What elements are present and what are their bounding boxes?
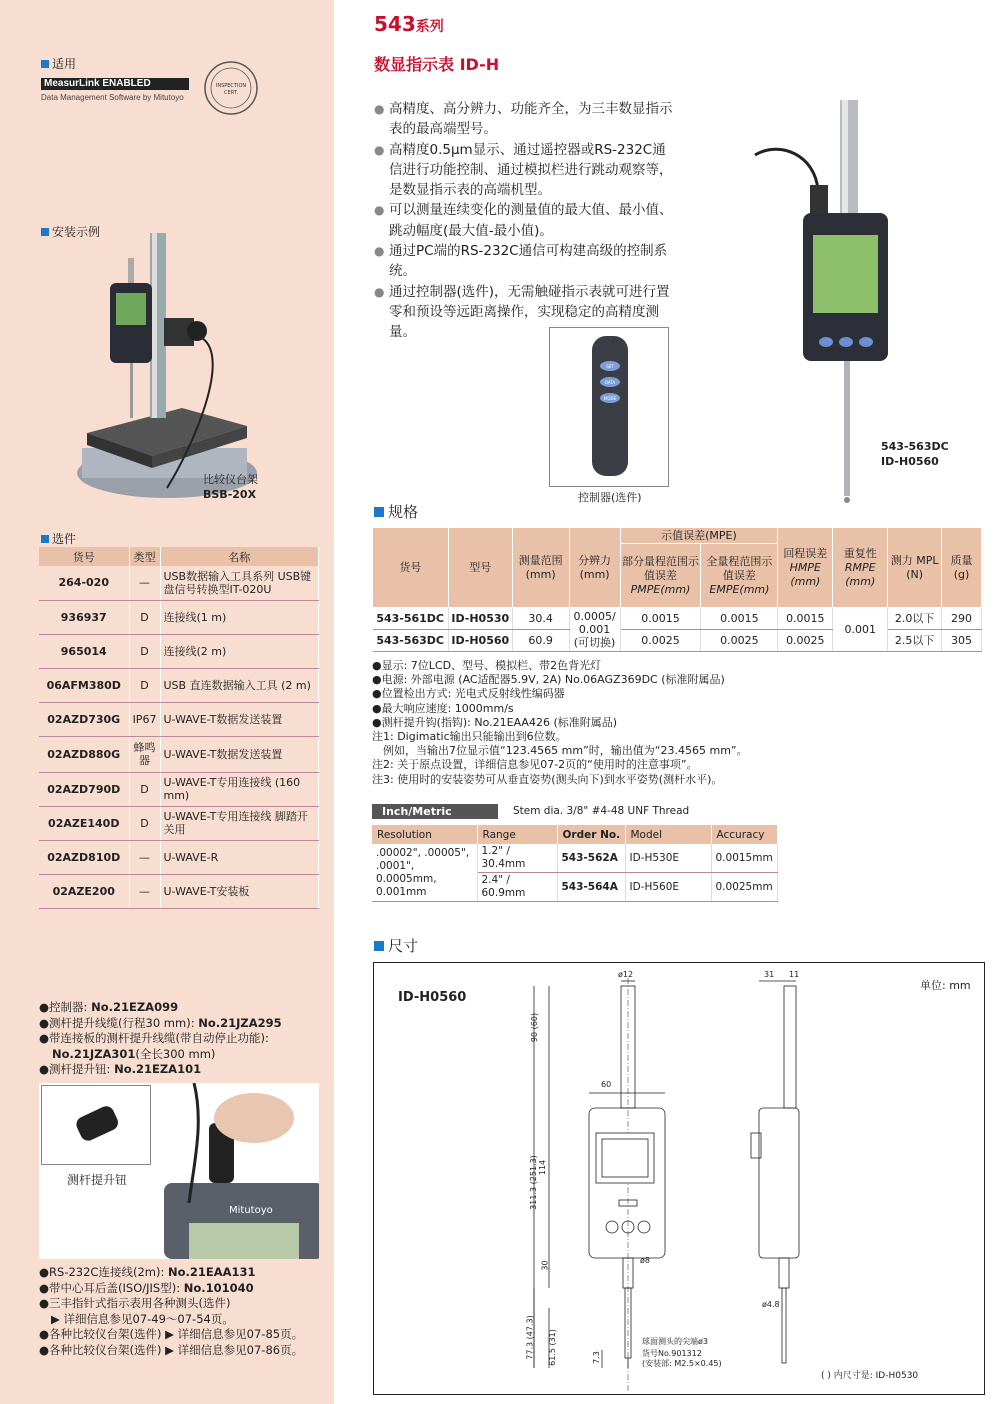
im-accuracy: 0.0015mm	[711, 844, 778, 873]
acc-value: No.21EAA131	[167, 1265, 256, 1279]
accessory-notes-top	[39, 1000, 282, 1078]
option-type: IP67	[129, 702, 160, 736]
options-header-type: 类型	[129, 547, 160, 566]
im-header-accuracy: Accuracy	[711, 825, 778, 844]
spec-empe: 0.0015	[701, 608, 778, 630]
spec-header-repeatability: 重复性 RMPE (mm)	[833, 528, 888, 608]
dim-v61: 61.5 (31)	[547, 1329, 557, 1366]
dim-d31: 31	[764, 970, 775, 979]
acc-value: No.21JZA301	[52, 1046, 136, 1061]
product-title: 数显指示表 ID-H	[374, 55, 500, 74]
acc-label: ●RS-232C连接线(2m):	[39, 1265, 168, 1279]
controller-caption: 控制器(选件)	[578, 491, 642, 504]
dim-d60: 60	[601, 1080, 612, 1089]
table-row	[372, 844, 778, 873]
tip-note-2: 货号No.901312	[642, 1349, 702, 1358]
options-header-no: 货号	[39, 547, 129, 566]
stand-model: BSB-20X	[203, 488, 257, 501]
dim-d12: ø12	[618, 970, 634, 979]
spec-model: ID-H0560	[448, 630, 512, 652]
spec-table	[372, 527, 982, 652]
im-order: 543-564A	[557, 873, 625, 902]
im-header-range: Range	[477, 825, 557, 844]
spec-header-no: 货号	[373, 528, 449, 608]
unit-label: 单位: mm	[920, 979, 971, 992]
spec-note: 注3: 使用时的安装姿势可从垂直姿势(测头向下)到水平姿势(测杆水平)。	[372, 772, 723, 786]
option-type: D	[129, 634, 160, 668]
option-no: 02AZE200	[39, 874, 129, 908]
lift-knob-photo	[39, 1083, 319, 1259]
indicator-name: ID-H0560	[881, 455, 939, 468]
indicator-image	[740, 95, 900, 510]
table-row	[39, 806, 319, 840]
spec-note: ●显示: 7位LCD、型号、模拟栏、带2色背光灯	[372, 659, 602, 672]
dim-v114: 114	[538, 1159, 548, 1176]
acc-label: ●带连接板的测杆提升线缆(带自动停止功能):	[39, 1031, 269, 1045]
controller-photo	[549, 327, 669, 487]
table-row	[39, 772, 319, 806]
table-row	[39, 566, 319, 600]
brand-label: Mitutoyo	[229, 1205, 273, 1216]
acc-label: ●控制器:	[39, 1000, 92, 1014]
spec-note: 注1: Digimatic输出只能输出到6位数。	[372, 730, 567, 744]
table-row	[39, 634, 319, 668]
acc-label: (全长300 mm)	[135, 1046, 216, 1061]
option-name: 连接线(1 m)	[160, 600, 319, 634]
controller-icon	[550, 328, 668, 486]
inch-metric-note: Stem dia. 3/8" #4-48 UNF Thread	[513, 805, 690, 817]
acc-label: ●带中心耳后盖(ISO/JIS型):	[39, 1280, 184, 1295]
acc-label: ●测杆提升线缆(行程30 mm):	[39, 1015, 199, 1030]
spec-note: 注2: 关于原点设置，详细信息参见07-2页的“使用时的注意事项”。	[372, 758, 698, 772]
table-row	[39, 736, 319, 772]
im-range: 2.4" / 60.9mm	[477, 873, 557, 902]
option-no: 264-020	[39, 566, 129, 600]
dim-v73: 7.3	[591, 1351, 601, 1364]
spec-note: ●最大响应速度: 1000mm/s	[372, 701, 514, 715]
spec-heading: 规格	[374, 501, 418, 522]
option-name: U-WAVE-T专用连接线 脚踏开关用	[160, 806, 319, 840]
controller-set-label: SET	[606, 364, 614, 369]
spec-hysteresis: 0.0025	[778, 630, 833, 652]
im-resolution: .00002", .00005", .0001", 0.0005mm, 0.001mm	[372, 844, 477, 902]
dimension-model: ID-H0560	[398, 990, 467, 1005]
comparator-stand-image	[72, 228, 272, 503]
spec-range: 60.9	[512, 630, 569, 652]
im-model: ID-H530E	[625, 844, 711, 873]
spec-note: ●位置检出方式: 光电式反射线性编码器	[372, 687, 565, 701]
acc-label: ●测杆提升钮:	[39, 1062, 115, 1076]
acc-value: No.21EZA099	[91, 1000, 179, 1014]
dimension-drawing-box	[373, 962, 985, 1395]
dimension-drawing	[374, 963, 984, 1394]
dimensions-heading: 尺寸	[374, 935, 418, 956]
lift-caption: 测杆提升钮	[67, 1173, 128, 1187]
option-no: 02AZE140D	[39, 806, 129, 840]
spec-header-mpe: 示值误差(MPE)	[620, 528, 778, 544]
table-row	[39, 874, 319, 908]
spec-hysteresis: 0.0015	[778, 608, 833, 630]
applicable-heading: 适用	[41, 55, 76, 72]
dim-d8: ø8	[640, 1256, 650, 1265]
table-row	[39, 600, 319, 634]
option-type: —	[129, 566, 160, 600]
dim-v311: 311.3 (251.3)	[528, 1155, 538, 1210]
series-title	[374, 12, 444, 36]
series-number: 543	[374, 12, 416, 36]
spec-header-hysteresis: 回程误差 HMPE (mm)	[778, 528, 833, 608]
option-name: USB 直连数据输入工具 (2 m)	[160, 668, 319, 702]
svg-text:CERT.: CERT.	[224, 90, 238, 96]
option-name: U-WAVE-T专用连接线 (160 mm)	[160, 772, 319, 806]
list-item: ● 通过PC端的RS-232C通信可构建高级的控制系统。	[374, 241, 676, 282]
option-type: —	[129, 840, 160, 874]
spec-header-force: 测力 MPL (N)	[888, 528, 942, 608]
controller-mode-label: MODE	[603, 396, 617, 401]
option-no: 02AZD790D	[39, 772, 129, 806]
list-item: ● 高精度、高分辨力、功能齐全，为三丰数显指示表的最高端型号。	[374, 99, 676, 140]
spec-force: 2.5以下	[888, 630, 942, 652]
spec-empe: 0.0025	[701, 630, 778, 652]
dimension-footnote: ( ) 内尺寸是: ID-H0530	[821, 1371, 919, 1381]
spec-model: ID-H0530	[448, 608, 512, 630]
series-suffix: 系列	[415, 19, 444, 35]
acc-label: ●各种比较仪台架(选件) ▶ 详细信息参见07-85页。	[39, 1327, 304, 1341]
option-type: D	[129, 772, 160, 806]
acc-label: ●三丰指针式指示表用各种测头(选件)	[39, 1296, 231, 1310]
option-type: D	[129, 668, 160, 702]
acc-label: ●各种比较仪台架(选件) ▶ 详细信息参见07-86页。	[39, 1342, 304, 1357]
inch-metric-table	[372, 825, 778, 902]
spec-header-pmpe: 部分量程范围示值误差 PMPE(mm)	[620, 544, 701, 608]
im-header-model: Model	[625, 825, 711, 844]
option-no: 965014	[39, 634, 129, 668]
im-range: 1.2" / 30.4mm	[477, 844, 557, 873]
list-item: ● 可以测量连续变化的测量值的最大值、最小值、跳动幅度(最大值-最小值)。	[374, 200, 676, 241]
im-header-order: Order No.	[557, 825, 625, 844]
dim-v77: 77.3 (47.3)	[525, 1315, 535, 1360]
dim-v90: 90 (60)	[530, 1012, 540, 1043]
spec-notes	[372, 659, 748, 787]
acc-label: ▶ 详细信息参见07-49～07-54页。	[51, 1311, 234, 1326]
lift-knob-icon	[42, 1086, 150, 1164]
options-table	[39, 547, 319, 909]
option-type: 蜂鸣器	[129, 736, 160, 772]
option-name: U-WAVE-R	[160, 840, 319, 874]
spec-note: ●电源: 外部电源 (AC适配器5.9V, 2A) No.06AGZ369DC (标准附属品)	[372, 673, 725, 687]
spec-resolution: 0.0005/ 0.001 (可切换)	[569, 608, 620, 652]
option-name: USB数据输入工具系列 USB键盘信号转换型IT-020U	[160, 566, 319, 600]
spec-header-range: 测量范围 (mm)	[512, 528, 569, 608]
im-accuracy: 0.0025mm	[711, 873, 778, 902]
im-model: ID-H560E	[625, 873, 711, 902]
lift-knob-inset	[41, 1085, 151, 1165]
option-name: U-WAVE-T数据发送装置	[160, 702, 319, 736]
spec-header-resolution: 分辨力 (mm)	[569, 528, 620, 608]
spec-no: 543-563DC	[373, 630, 449, 652]
dim-d48: ø4.8	[762, 1300, 780, 1309]
acc-value: No.101040	[183, 1280, 254, 1295]
spec-mass: 290	[942, 608, 982, 630]
stand-caption: 比较仪台架	[203, 473, 258, 486]
table-row	[373, 630, 982, 652]
acc-value: No.21EZA101	[114, 1062, 202, 1076]
spec-pmpe: 0.0025	[620, 630, 701, 652]
svg-text:INSPECTION: INSPECTION	[215, 83, 247, 89]
dim-d11: 11	[789, 970, 800, 979]
install-example-heading: 安装示例	[41, 223, 100, 240]
table-row	[39, 702, 319, 736]
spec-mass: 305	[942, 630, 982, 652]
spec-header-empe: 全量程范围示值误差 EMPE(mm)	[701, 544, 778, 608]
table-row	[39, 668, 319, 702]
options-heading: 选件	[41, 530, 76, 547]
indicator-hand-image	[154, 1083, 319, 1259]
spec-note: 例如，当输出7位显示值“123.4565 mm”时，输出值为“23.4565 mm”。	[372, 744, 748, 758]
im-header-resolution: Resolution	[372, 825, 477, 844]
spec-repeatability: 0.001	[833, 608, 888, 652]
option-type: D	[129, 600, 160, 634]
spec-header-model: 型号	[448, 528, 512, 608]
spec-pmpe: 0.0015	[620, 608, 701, 630]
indicator-model: 543-563DC	[881, 440, 949, 453]
options-header-name: 名称	[160, 547, 319, 566]
controller-data-label: DATA	[604, 380, 616, 385]
list-item: ● 通过控制器(选件)，无需触碰指示表就可进行置零和预设等远距离操作，实现稳定的高精度测量。	[374, 282, 676, 343]
spec-force: 2.0以下	[888, 608, 942, 630]
option-no: 06AFM380D	[39, 668, 129, 702]
option-no: 936937	[39, 600, 129, 634]
option-type: D	[129, 806, 160, 840]
table-row	[39, 840, 319, 874]
feature-list	[374, 99, 676, 343]
spec-header-mass: 质量 (g)	[942, 528, 982, 608]
tip-note-1: 球面测头的尖端ø3	[642, 1337, 708, 1346]
list-item: ● 高精度0.5μm显示、通过遥控器或RS-232C通信进行功能控制、通过模拟栏进行跳动观察等，是数显指示表的高端机型。	[374, 140, 676, 201]
option-name: U-WAVE-T安装板	[160, 874, 319, 908]
inch-metric-bar: Inch/Metric	[372, 804, 498, 819]
tip-note-3: (安装部: M2.5×0.45)	[642, 1359, 722, 1368]
spec-range: 30.4	[512, 608, 569, 630]
spec-note: ●测杆提升钩(指钩): No.21EAA426 (标准附属品)	[372, 715, 618, 729]
option-no: 02AZD810D	[39, 840, 129, 874]
accessory-notes-bottom	[39, 1265, 303, 1358]
im-order: 543-562A	[557, 844, 625, 873]
spec-no: 543-561DC	[373, 608, 449, 630]
option-no: 02AZD880G	[39, 736, 129, 772]
option-name: 连接线(2 m)	[160, 634, 319, 668]
measurlink-subtitle: Data Management Software by Mitutoyo	[41, 93, 184, 102]
option-name: U-WAVE-T数据发送装置	[160, 736, 319, 772]
measurlink-logo: MeasurLink ENABLED	[41, 78, 189, 90]
acc-value: No.21JZA295	[198, 1015, 282, 1030]
dim-v30: 30	[540, 1260, 550, 1271]
table-row	[373, 608, 982, 630]
certificate-seal-icon	[203, 60, 259, 116]
option-no: 02AZD730G	[39, 702, 129, 736]
option-type: —	[129, 874, 160, 908]
